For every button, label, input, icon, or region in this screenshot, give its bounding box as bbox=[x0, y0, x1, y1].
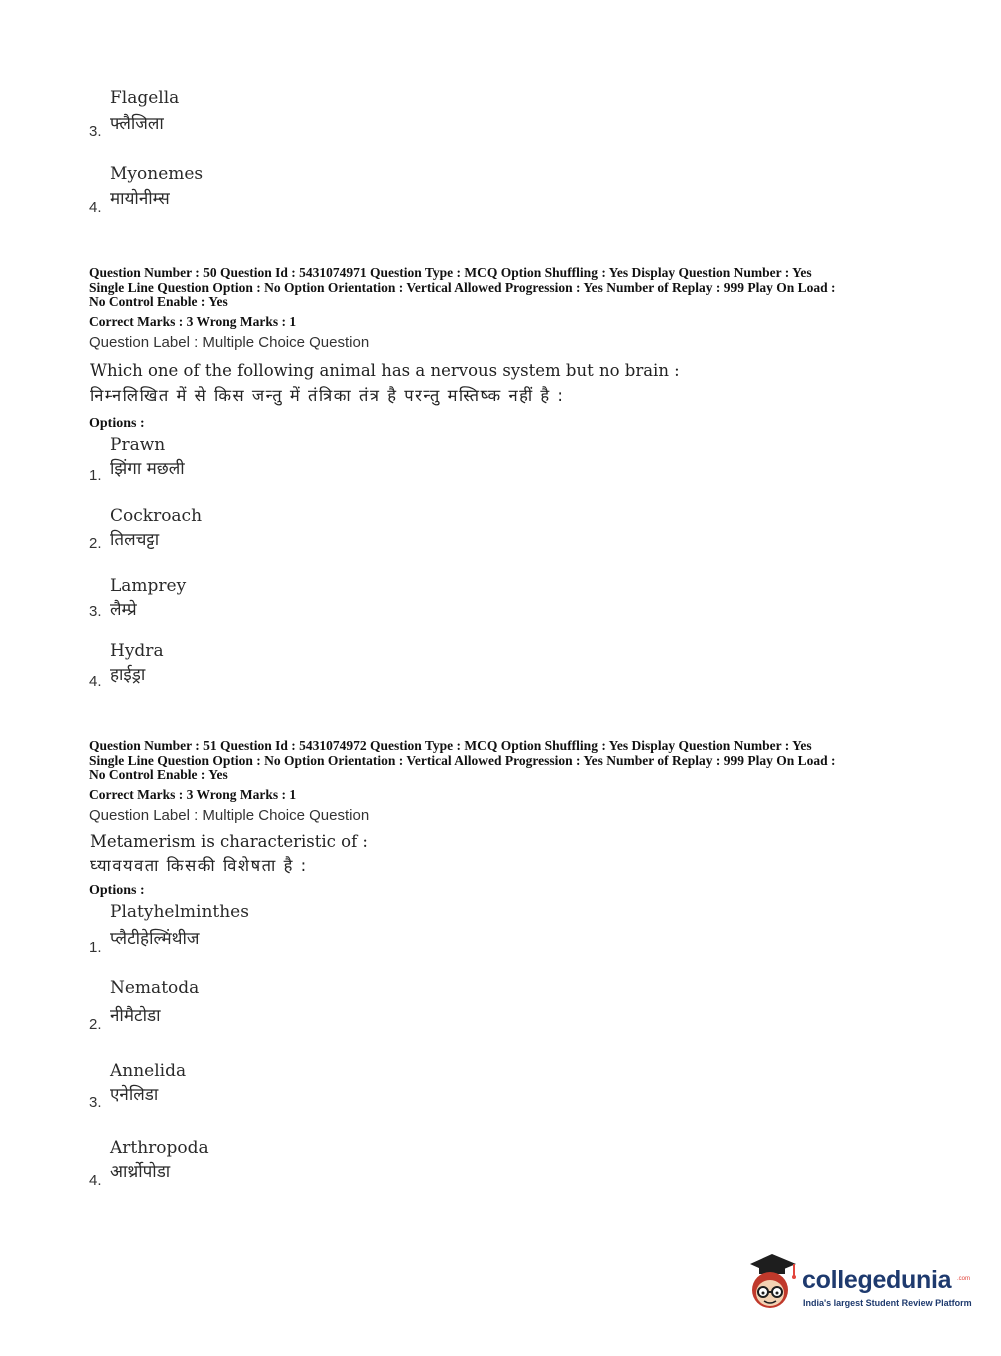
q50-meta-line3: No Control Enable : Yes bbox=[89, 294, 228, 309]
q51-question-hindi: घ्यावयवता किसकी विशेषता है : bbox=[90, 856, 308, 875]
q51-option-3-english: Annelida bbox=[110, 1061, 187, 1081]
prev-option-3-hindi: फ्लैजिला bbox=[110, 114, 164, 134]
q50-option-3-hindi: लैम्प्रे bbox=[110, 600, 137, 620]
logo-suffix: .com bbox=[957, 1276, 971, 1282]
q50-question-hindi: निम्नलिखित में से किस जन्तु में तंत्रिका तंत्र है परन्तु मस्तिष्क नहीं है : bbox=[90, 386, 565, 405]
q51-options-heading: Options : bbox=[89, 883, 145, 898]
q51-option-1-english: Platyhelminthes bbox=[110, 902, 249, 922]
q50-options-heading: Options : bbox=[89, 416, 145, 431]
q51-option-4-english: Arthropoda bbox=[110, 1138, 209, 1158]
q50-question-label: Question Label : Multiple Choice Question bbox=[89, 334, 370, 351]
q50-meta bbox=[89, 266, 909, 310]
q50-meta-line2: Single Line Question Option : No Option Orientation : Vertical Allowed Progression : Yes Number of Replay : 999 Play On Load : bbox=[89, 279, 836, 295]
prev-option-4-english: Myonemes bbox=[110, 164, 204, 184]
q51-meta-line3: No Control Enable : Yes bbox=[89, 767, 228, 782]
collegedunia-mascot-icon bbox=[742, 1250, 800, 1312]
q51-option-4-hindi: आर्थ्रोपोडा bbox=[110, 1162, 171, 1182]
q51-meta bbox=[89, 739, 909, 783]
q50-marks: Correct Marks : 3 Wrong Marks : 1 bbox=[89, 314, 297, 329]
q50-option-4-hindi: हाईड्रा bbox=[110, 665, 146, 685]
q51-option-1-number: 1. bbox=[89, 939, 102, 956]
q51-option-4-number: 4. bbox=[89, 1172, 102, 1189]
q51-meta-line1: Question Number : 51 Question Id : 5431074972 Question Type : MCQ Option Shuffling : Yes Display Question Number : Yes bbox=[89, 738, 812, 753]
q50-option-2-number: 2. bbox=[89, 535, 102, 552]
q50-option-1-number: 1. bbox=[89, 467, 102, 484]
q50-option-2-english: Cockroach bbox=[110, 506, 203, 526]
q50-question-english: Which one of the following animal has a nervous system but no brain : bbox=[90, 361, 680, 380]
q51-marks: Correct Marks : 3 Wrong Marks : 1 bbox=[89, 787, 297, 802]
logo-name: collegedunia bbox=[802, 1266, 952, 1294]
q50-option-1-english: Prawn bbox=[110, 435, 166, 455]
q51-option-2-number: 2. bbox=[89, 1016, 102, 1033]
q51-meta-line2: Single Line Question Option : No Option Orientation : Vertical Allowed Progression : Yes Number of Replay : 999 Play On Load : bbox=[89, 752, 836, 768]
q50-option-3-number: 3. bbox=[89, 603, 102, 620]
q51-option-3-number: 3. bbox=[89, 1094, 102, 1111]
q51-question-english: Metamerism is characteristic of : bbox=[90, 832, 368, 851]
q51-option-3-hindi: एनेलिडा bbox=[110, 1085, 159, 1105]
q51-option-2-hindi: नीमैटोडा bbox=[110, 1006, 161, 1026]
prev-option-4-number: 4. bbox=[89, 199, 102, 216]
prev-option-3-english: Flagella bbox=[110, 88, 180, 108]
q50-option-4-english: Hydra bbox=[110, 641, 164, 661]
q50-meta-line1: Question Number : 50 Question Id : 5431074971 Question Type : MCQ Option Shuffling : Yes Display Question Number : Yes bbox=[89, 265, 812, 280]
q50-option-2-hindi: तिलचट्टा bbox=[110, 530, 160, 550]
q50-option-4-number: 4. bbox=[89, 673, 102, 690]
q51-question-label: Question Label : Multiple Choice Question bbox=[89, 807, 370, 824]
prev-option-4-hindi: मायोनीम्स bbox=[110, 189, 170, 209]
q50-option-1-hindi: झिंगा मछली bbox=[110, 459, 185, 479]
prev-option-3-number: 3. bbox=[89, 123, 102, 140]
logo-tagline: India's largest Student Review Platform bbox=[803, 1298, 972, 1308]
q51-option-1-hindi: प्लैटीहेल्मिंथीज bbox=[110, 929, 200, 949]
q50-option-3-english: Lamprey bbox=[110, 576, 187, 596]
q51-option-2-english: Nematoda bbox=[110, 978, 200, 998]
